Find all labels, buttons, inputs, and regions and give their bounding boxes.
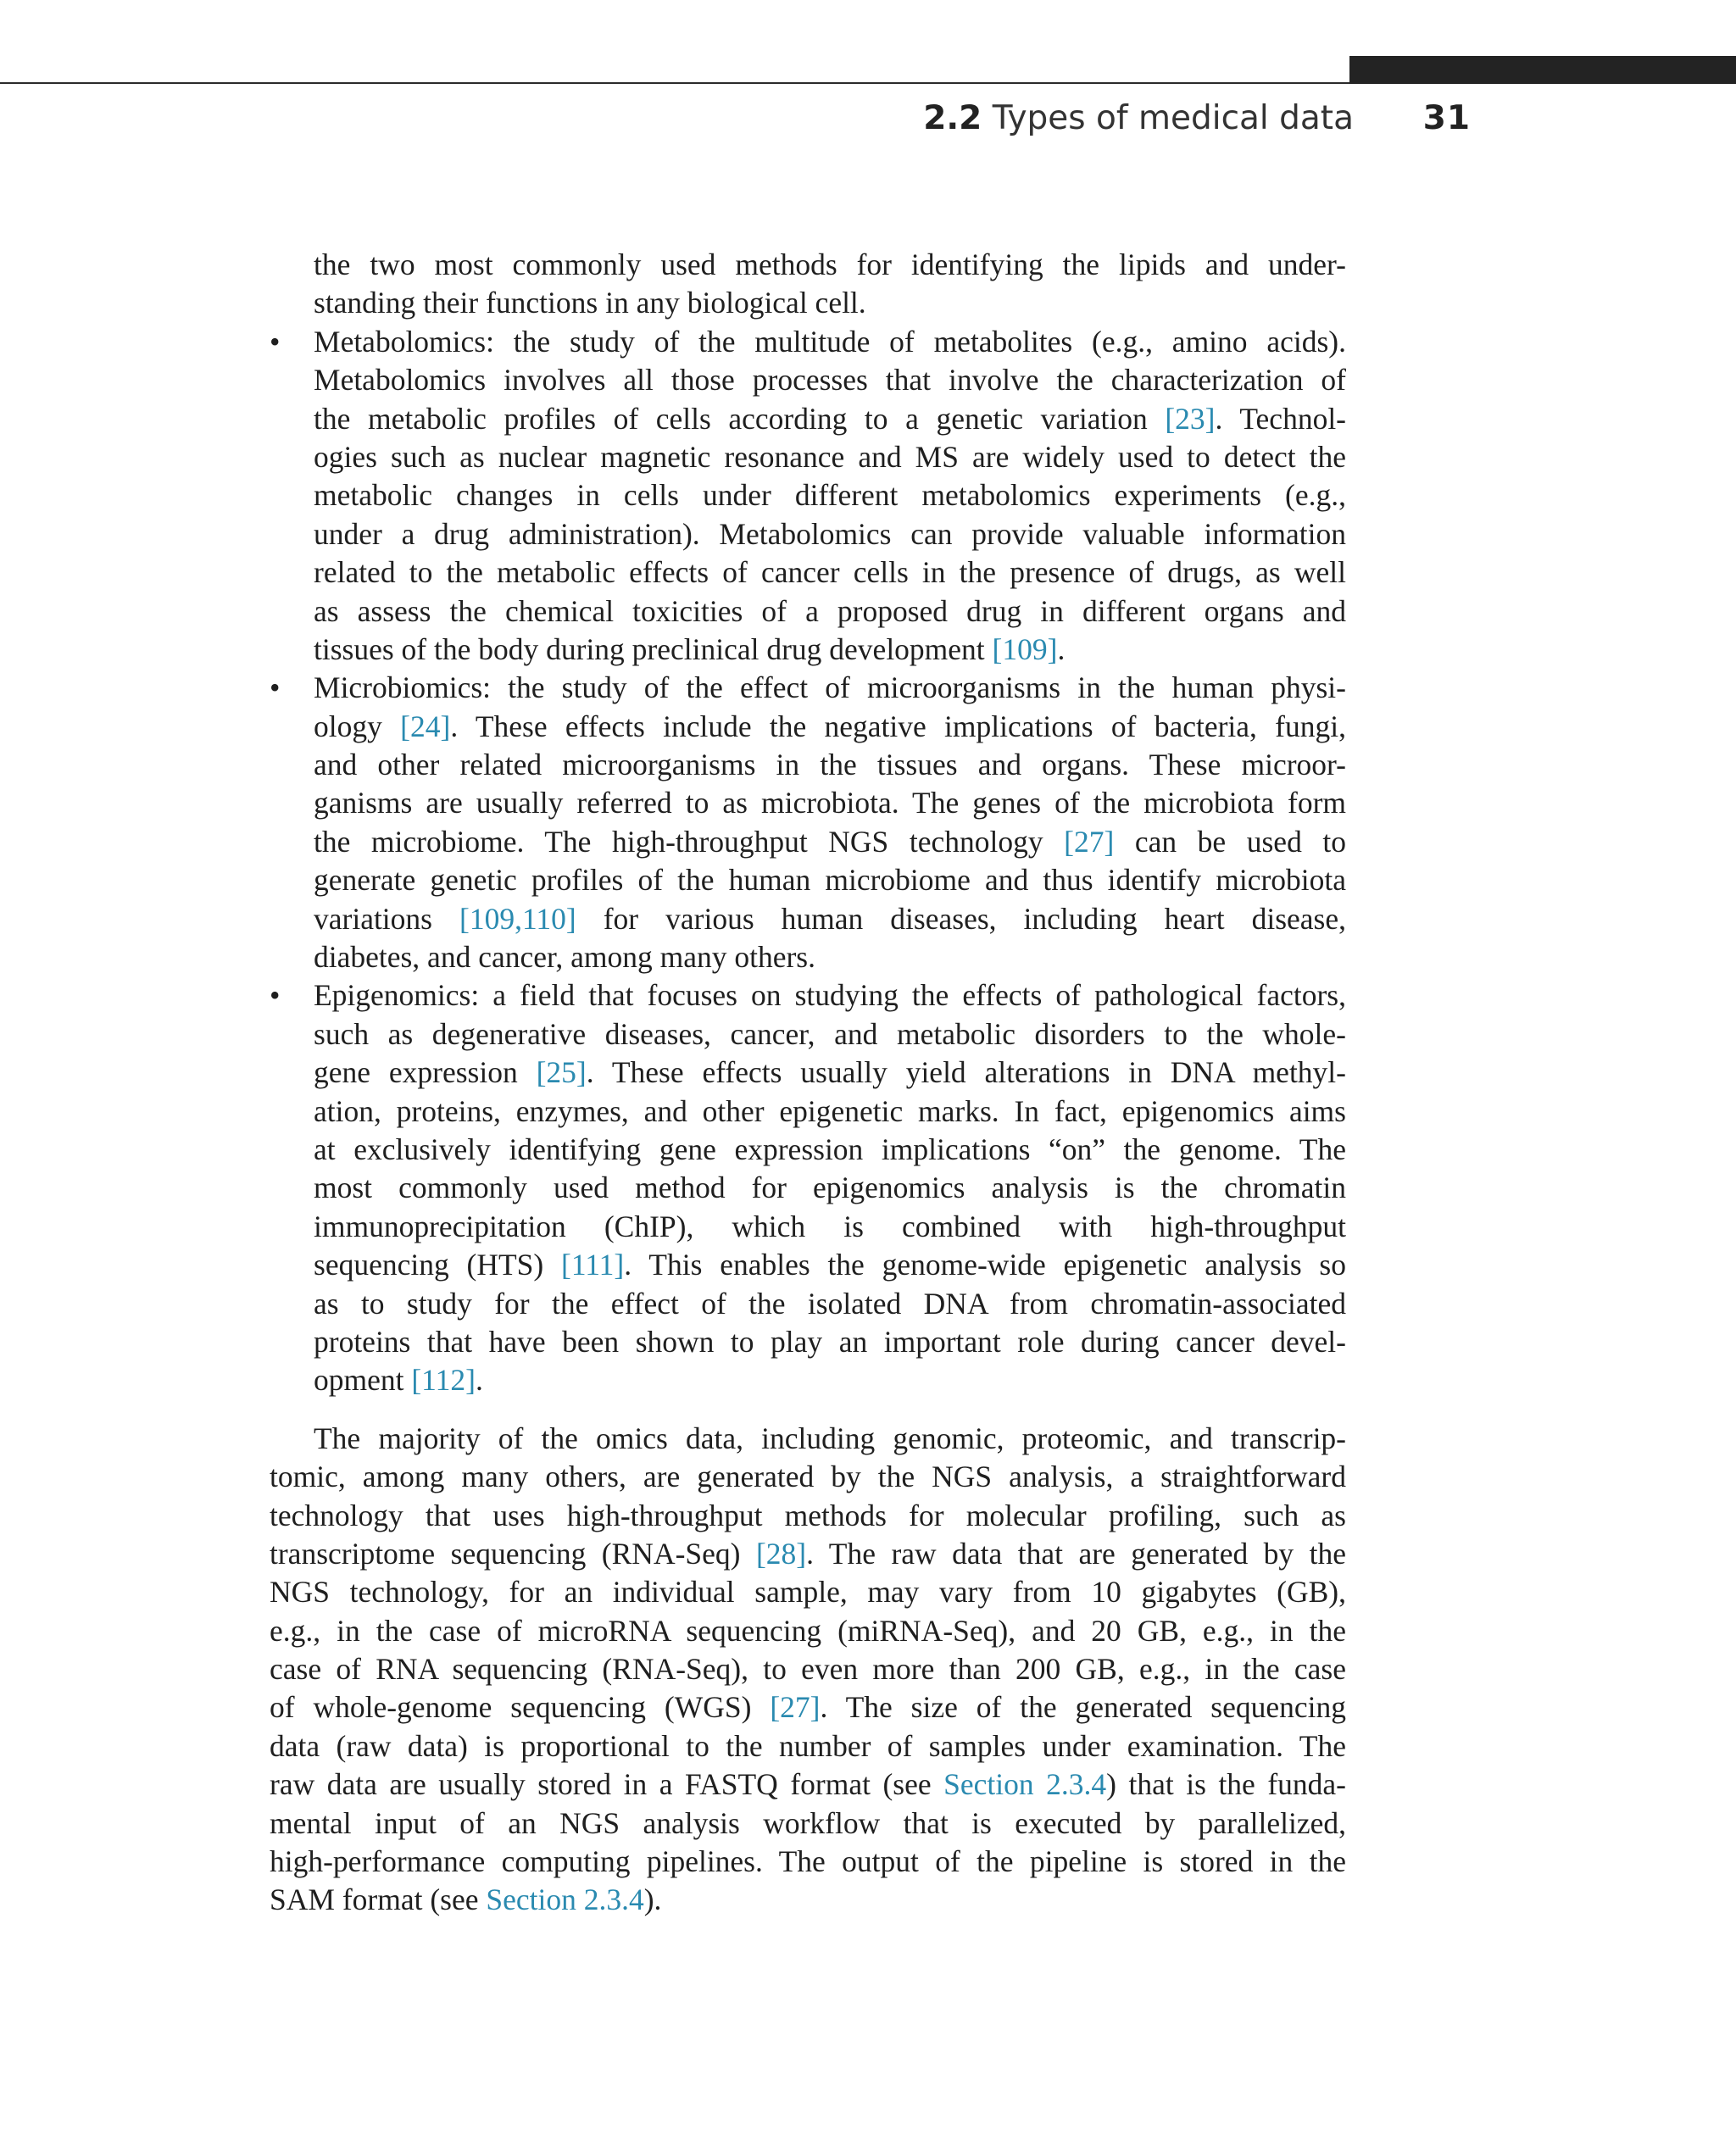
running-head: [848, 93, 1471, 144]
text-line: gene expression [25]. These effects usually yield alterations in DNA methyl-: [314, 1055, 1346, 1090]
text-line: most commonly used method for epigenomics analysis is the chromatin: [314, 1171, 1346, 1205]
text-line: opment [112].: [314, 1363, 483, 1398]
text-line: transcriptome sequencing (RNA-Seq) [28]. The raw data that are generated by the: [270, 1536, 1347, 1571]
citation-link[interactable]: [27]: [770, 1690, 821, 1725]
text-line: sequencing (HTS) [111]. This enables the genome-wide epigenetic analysis so: [314, 1248, 1346, 1282]
text-line: at exclusively identifying gene expression implications “on” the genome. The: [314, 1132, 1346, 1166]
bullet-icon: •: [270, 978, 281, 1013]
citation-link[interactable]: [25]: [536, 1055, 587, 1090]
text-line: tomic, among many others, are generated by the NGS analysis, a straightforward: [270, 1460, 1346, 1494]
citation-link[interactable]: [27]: [1064, 824, 1115, 859]
paragraph-gap: [270, 1400, 1346, 1420]
text-line: as to study for the effect of the isolated DNA from chromatin-associated: [314, 1286, 1346, 1321]
text-line: NGS technology, for an individual sample, may vary from 10 gigabytes (GB),: [270, 1575, 1346, 1610]
citation-link[interactable]: [111]: [561, 1248, 625, 1282]
text-line: data (raw data) is proportional to the number of samples under examination. The: [270, 1728, 1346, 1763]
text-line: ogies such as nuclear magnetic resonance and MS are widely used to detect the: [314, 439, 1346, 474]
text-line: as assess the chemical toxicities of a proposed drug in different organs and: [314, 593, 1346, 628]
text-line: e.g., in the case of microRNA sequencing (miRNA-Seq), and 20 GB, e.g., in the: [270, 1613, 1346, 1648]
text-line: ganisms are usually referred to as microbiota. The genes of the microbiota form: [314, 786, 1346, 820]
section-number: 2.2: [923, 99, 982, 137]
bullet-icon: •: [270, 324, 281, 359]
section-link[interactable]: Section 2.3.4: [486, 1882, 644, 1917]
bullet-icon: •: [270, 670, 281, 705]
citation-link[interactable]: [28]: [755, 1536, 807, 1571]
text-line: the microbiome. The high-throughput NGS technology [27] can be used to: [314, 824, 1346, 859]
text-line: under a drug administration). Metabolomics can provide valuable information: [314, 516, 1346, 551]
text-line: the metabolic profiles of cells according to a genetic variation [23]. Technol-: [314, 401, 1346, 436]
text-line: high-performance computing pipelines. The output of the pipeline is stored in the: [270, 1844, 1346, 1879]
citation-link[interactable]: [112]: [411, 1363, 476, 1398]
section-title: Types of medical data: [992, 99, 1354, 137]
text-line: Metabolomics involves all those processes that involve the characterization of: [314, 363, 1346, 398]
page-body: [270, 246, 1346, 1920]
citation-link[interactable]: [23]: [1165, 401, 1216, 436]
running-head-title: [923, 93, 1354, 144]
list-item-microbiomics: • Microbiomics: the study of the effect of microorganisms in the human physi-: [270, 669, 1346, 707]
citation-link[interactable]: [109]: [992, 631, 1058, 666]
text-line: and other related microorganisms in the tissues and organs. These microor-: [314, 748, 1346, 782]
header-bar: [1349, 56, 1736, 84]
text-line: ology [24]. These effects include the negative implications of bacteria, fungi,: [314, 709, 1346, 743]
text-line: standing their functions in any biological cell.: [314, 286, 866, 320]
text-line: tissues of the body during preclinical drug development [109].: [314, 631, 1066, 666]
text-line: case of RNA sequencing (RNA-Seq), to even more than 200 GB, e.g., in the case: [270, 1652, 1346, 1687]
section-link[interactable]: Section 2.3.4: [943, 1767, 1107, 1802]
page-number: 31: [1422, 99, 1471, 137]
list-item-metabolomics: • Metabolomics: the study of the multitude of metabolites (e.g., amino acids).: [270, 323, 1346, 361]
text-line: diabetes, and cancer, among many others.: [314, 940, 815, 975]
text-line: variations [109,110] for various human diseases, including heart disease,: [314, 901, 1346, 936]
text-line: generate genetic profiles of the human microbiome and thus identify microbiota: [314, 863, 1346, 898]
text-line: related to the metabolic effects of cancer cells in the presence of drugs, as well: [314, 555, 1346, 590]
citation-link[interactable]: [24]: [400, 709, 451, 743]
text-line: of whole-genome sequencing (WGS) [27]. The size of the generated sequencing: [270, 1690, 1347, 1725]
text-line: metabolic changes in cells under different metabolomics experiments (e.g.,: [314, 478, 1346, 513]
text-line: such as degenerative diseases, cancer, and metabolic disorders to the whole-: [314, 1016, 1346, 1051]
text-line: technology that uses high-throughput methods for molecular profiling, such as: [270, 1498, 1346, 1532]
list-item-epigenomics: • Epigenomics: a field that focuses on studying the effects of pathological factors,: [270, 976, 1346, 1015]
citation-link[interactable]: [109,110]: [459, 901, 576, 936]
text-line: immunoprecipitation (ChIP), which is combined with high-throughput: [314, 1209, 1346, 1243]
text-line: proteins that have been shown to play an important role during cancer devel-: [314, 1324, 1346, 1359]
paragraph-first-line: The majority of the omics data, including genomic, proteomic, and transcrip-: [314, 1421, 1346, 1455]
text-line: the two most commonly used methods for identifying the lipids and under-: [314, 247, 1346, 281]
text-line: ation, proteins, enzymes, and other epigenetic marks. In fact, epigenomics aims: [314, 1093, 1346, 1128]
text-line: raw data are usually stored in a FASTQ format (see Section 2.3.4) that is the funda-: [270, 1767, 1346, 1802]
text-line: mental input of an NGS analysis workflow that is executed by parallelized,: [270, 1805, 1346, 1840]
text-line: SAM format (see Section 2.3.4).: [270, 1882, 662, 1917]
